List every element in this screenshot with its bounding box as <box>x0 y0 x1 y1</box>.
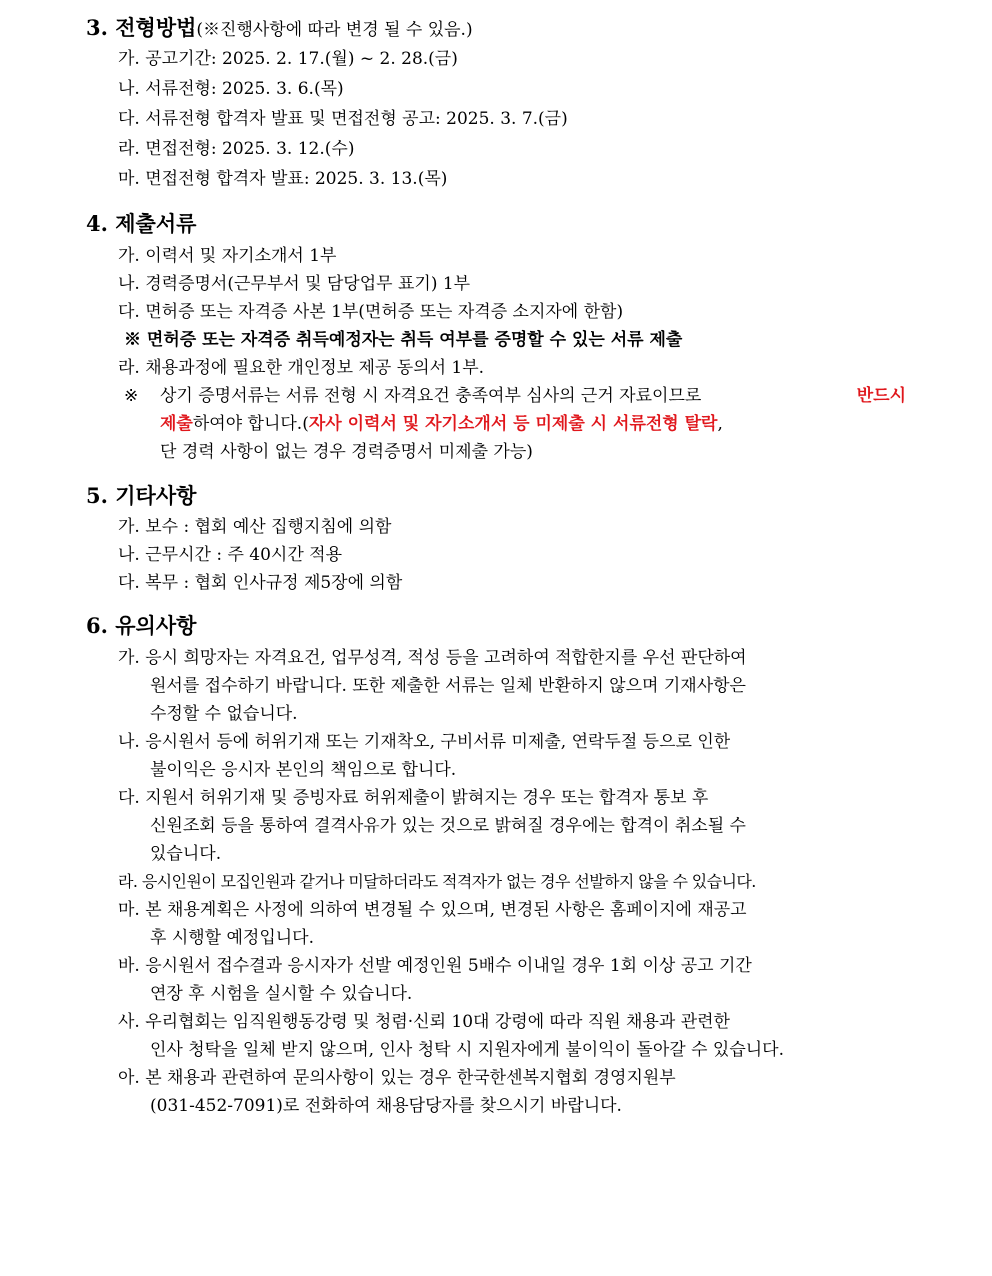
section-6-da-line3: 있습니다. <box>150 844 222 864</box>
section-6-na-line1: 나. 응시원서 등에 허위기재 또는 기재착오, 구비서류 미제출, 연락두절 등으로 인한 <box>118 732 731 752</box>
section-5-item: 가. 보수 : 협회 예산 집행지침에 의함 <box>118 517 392 537</box>
section-4-note2-mark: ※ <box>124 386 139 406</box>
section-4-item-ra: 라. 채용과정에 필요한 개인정보 제공 동의서 1부. <box>118 358 485 378</box>
section-3-item: 마. 면접전형 합격자 발표: 2025. 3. 13.(목) <box>118 169 448 189</box>
section-6-ba-line1: 바. 응시원서 접수결과 응시자가 선발 예정인원 5배수 이내일 경우 1회 이상 공고 기간 <box>118 956 752 976</box>
section-6-heading <box>86 612 196 640</box>
section-6-ma-line2: 후 시행할 예정입니다. <box>150 928 315 948</box>
section-4-number: 4. <box>86 211 108 236</box>
section-6-a-line2: (031-452-7091)로 전화하여 채용담당자를 찾으시기 바랍니다. <box>150 1096 622 1116</box>
note2-text-c: , <box>717 414 723 434</box>
section-4-note2-line3: 단 경력 사항이 없는 경우 경력증명서 미제출 가능) <box>160 442 533 462</box>
section-4-heading <box>86 210 196 238</box>
section-5-title: 기타사항 <box>115 483 197 508</box>
section-6-sa-line2: 인사 청탁을 일체 받지 않으며, 인사 청탁 시 지원자에게 불이익이 돌아갈 수 있습니다. <box>150 1040 785 1060</box>
note2-text-a: 상기 증명서류는 서류 전형 시 자격요건 충족여부 심사의 근거 자료이므로 <box>160 386 702 406</box>
section-3-heading <box>86 14 473 44</box>
section-4-bold-note: ※ 면허증 또는 자격증 취득예정자는 취득 여부를 증명할 수 있는 서류 제출 <box>124 330 683 350</box>
section-5-heading <box>86 482 196 510</box>
section-6-ga-line1: 가. 응시 희망자는 자격요건, 업무성격, 적성 등을 고려하여 적합한지를 우선 판단하여 <box>118 648 747 668</box>
section-3-item: 나. 서류전형: 2025. 3. 6.(목) <box>118 79 344 99</box>
section-3-note: (※진행사항에 따라 변경 될 수 있음.) <box>196 20 473 40</box>
section-5-item: 나. 근무시간 : 주 40시간 적용 <box>118 545 343 565</box>
section-4-title: 제출서류 <box>115 211 197 236</box>
section-6-da-line2: 신원조회 등을 통하여 결격사유가 있는 것으로 밝혀질 경우에는 합격이 취소될 수 <box>150 816 746 836</box>
section-4-item-ga: 가. 이력서 및 자기소개서 1부 <box>118 246 337 266</box>
section-6-number: 6. <box>86 613 108 638</box>
section-3-item: 라. 면접전형: 2025. 3. 12.(수) <box>118 139 355 159</box>
section-4-note2-line1 <box>160 383 906 409</box>
section-6-title: 유의사항 <box>115 613 197 638</box>
note2-emphasis-1: 반드시 <box>856 386 906 406</box>
section-3-title: 전형방법 <box>115 15 197 40</box>
note2-text-b: 하여야 합니다.( <box>192 414 309 434</box>
section-4-item-da: 다. 면허증 또는 자격증 사본 1부(면허증 또는 자격증 소지자에 한함) <box>118 302 624 322</box>
section-3-item: 가. 공고기간: 2025. 2. 17.(월) ~ 2. 28.(금) <box>118 49 458 69</box>
section-6-ma-line1: 마. 본 채용계획은 사정에 의하여 변경될 수 있으며, 변경된 사항은 홈페이지에 재공고 <box>118 900 747 920</box>
section-6-sa-line1: 사. 우리협회는 임직원행동강령 및 청렴·신뢰 10대 강령에 따라 직원 채용과 관련한 <box>118 1012 730 1032</box>
note2-emphasis-3: 자사 이력서 및 자기소개서 등 미제출 시 서류전형 탈락 <box>308 414 718 434</box>
note2-emphasis-2: 제출 <box>160 414 193 434</box>
section-4-note2-line2 <box>160 411 906 437</box>
section-6-a-line1: 아. 본 채용과 관련하여 문의사항이 있는 경우 한국한센복지협회 경영지원부 <box>118 1068 676 1088</box>
section-3-item: 다. 서류전형 합격자 발표 및 면접전형 공고: 2025. 3. 7.(금) <box>118 109 568 129</box>
section-6-ba-line2: 연장 후 시험을 실시할 수 있습니다. <box>150 984 413 1004</box>
section-6-na-line2: 불이익은 응시자 본인의 책임으로 합니다. <box>150 760 457 780</box>
section-4-item-na: 나. 경력증명서(근무부서 및 담당업무 표기) 1부 <box>118 274 471 294</box>
section-6-ra-line1: 라. 응시인원이 모집인원과 같거나 미달하더라도 적격자가 없는 경우 선발하지 않을 수 있습니다. <box>118 872 756 891</box>
section-5-item: 다. 복무 : 협회 인사규정 제5장에 의함 <box>118 573 403 593</box>
section-5-number: 5. <box>86 483 108 508</box>
section-6-ga-line2: 원서를 접수하기 바랍니다. 또한 제출한 서류는 일체 반환하지 않으며 기재사항은 <box>150 676 746 696</box>
section-6-da-line1: 다. 지원서 허위기재 및 증빙자료 허위제출이 밝혀지는 경우 또는 합격자 통보 후 <box>118 788 709 808</box>
section-3-number: 3. <box>86 15 108 40</box>
section-6-ga-line3: 수정할 수 없습니다. <box>150 704 298 724</box>
